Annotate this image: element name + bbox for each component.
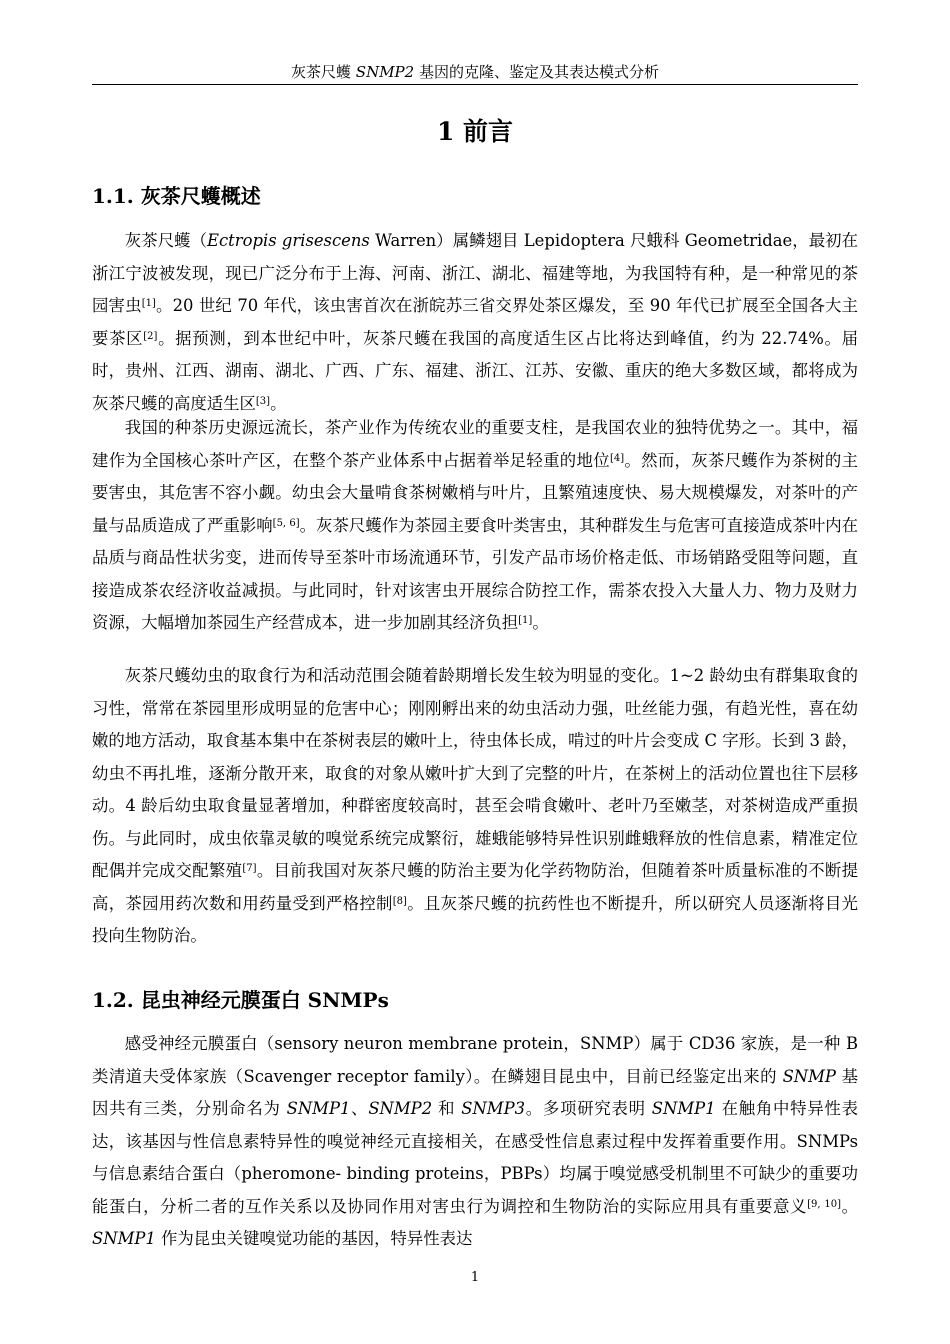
citation: [8] <box>392 895 407 907</box>
paragraph-1-1-2: 我国的种茶历史源远流长，茶产业作为传统农业的重要支柱，是我国农业的独特优势之一。其中，福建作为全国核心茶叶产区，在整个茶产业体系中占据着举足轻重的地位[4]。然而，灰茶尺蠖作为茶树的主要害虫，其危害不容小觑。幼虫会大量啃食茶树嫩梢与叶片，且繁殖速度快、易大规模爆发，对茶叶的产量与品质造成了严重影响[5, 6]。灰茶尺蠖作为茶园主要食叶类害虫，其种群发生与危害可直接造成茶叶内在品质与商品性状劣变，进而传导至茶叶市场流通环节，引发产品市场价格走低、市场销路受阻等问题，直接造成茶农经济收益减损。与此同时，针对该害虫开展综合防控工作，需茶农投入大量人力、物力及财力资源，大幅增加茶园生产经营成本，进一步加剧其经济负担[1]。 <box>92 418 859 632</box>
paragraph-1-1-1: 灰茶尺蠖（Ectropis grisescens Warren）属鳞翅目 Lepidoptera 尺蛾科 Geometridae，最初在浙江宁波被发现，现已广泛分布于上海、河南、浙江、湖北、福建等地，为我国特有种，是一种常见的茶园害虫[1]。20 世纪 70 年代，该虫害首次在浙皖苏三省交界处茶区爆发，至 90 年代已扩展至全国各大主要茶区[2]。据预测，到本世纪中叶，灰茶尺蠖在我国的高度适生区占比将达到峰值，约为 22.74%。届时，贵州、江西、湖南、湖北、广西、广东、福建、浙江、江苏、安徽、重庆的绝大多数区域，都将成为灰茶尺蠖的高度适生区[3]。 <box>92 231 859 413</box>
citation: [1] <box>141 298 156 309</box>
page-number: 1 <box>470 1270 480 1285</box>
citation: [9, 10] <box>807 1198 841 1210</box>
citation: [5, 6] <box>272 517 300 529</box>
running-header-text: 灰茶尺蠖 <box>291 63 356 81</box>
section-heading-1-1: 1.1. 灰茶尺蠖概述 <box>92 184 261 208</box>
paragraph-1-2-1: 感受神经元膜蛋白（sensory neuron membrane protein，SNMP）属于 CD36 家族，是一种 B 类清道夫受体家族（Scavenger receptor family）。在鳞翅目昆虫中，目前已经鉴定出来的 SNMP 基因共有三类，分别命名为 SNMP1、SNMP2 和 SNMP3。多项研究表明 SNMP1 在触角中特异性表达，该基因与性信息素特异性的嗅觉神经元直接相关，在感受性信息素过程中发挥着重要作用。SNMPs 与信息素结合蛋白（pheromone- binding proteins，PBPs）均属于嗅觉感受机制里不可缺少的重要功能蛋白，分析二者的互作关系以及协同作用对害虫行为调控和生物防治的实际应用具有重要意义[9, 10]。SNMP1 作为昆虫关键嗅觉功能的基因，特异性表达 <box>92 1034 859 1248</box>
paragraph-1-1-3: 灰茶尺蠖幼虫的取食行为和活动范围会随着龄期增长发生较为明显的变化。1~2 龄幼虫有群集取食的习性，常常在茶园里形成明显的危害中心；刚刚孵出来的幼虫活动力强，吐丝能力强，有趋光性，喜在幼嫩的地方活动，取食基本集中在茶树表层的嫩叶上，待虫体长成，啃过的叶片会变成 C 字形。长到 3 龄，幼虫不再扎堆，逐渐分散开来，取食的对象从嫩叶扩大到了完整的叶片，在茶树上的活动位置也往下层移动。4 龄后幼虫取食量显著增加，种群密度较高时，甚至会啃食嫩叶、老叶乃至嫩茎，对茶树造成严重损伤。与此同时，成虫依靠灵敏的嗅觉系统完成繁衍，雄蛾能够特异性识别雌蛾释放的性信息素，精准定位配偶并完成交配繁殖[7]。目前我国对灰茶尺蠖的防治主要为化学药物防治，但随着茶叶质量标准的不断提高，茶园用药次数和用药量受到严格控制[8]。且灰茶尺蠖的抗药性也不断提升，所以研究人员逐渐将目光投向生物防治。 <box>92 666 859 945</box>
header-rule <box>92 84 858 85</box>
citation: [7] <box>242 863 257 874</box>
chapter-title: 1 前言 <box>436 117 514 146</box>
citation: [2] <box>143 330 158 342</box>
running-header-gene: SNMP2 <box>355 63 415 81</box>
citation: [1] <box>518 615 533 626</box>
section-heading-1-2: 1.2. 昆虫神经元膜蛋白 SNMPs <box>92 988 389 1012</box>
running-header-text-rest: 基因的克隆、鉴定及其表达模式分析 <box>414 63 659 81</box>
citation: [4] <box>609 452 625 464</box>
running-header <box>92 60 858 84</box>
citation: [3] <box>255 395 271 407</box>
